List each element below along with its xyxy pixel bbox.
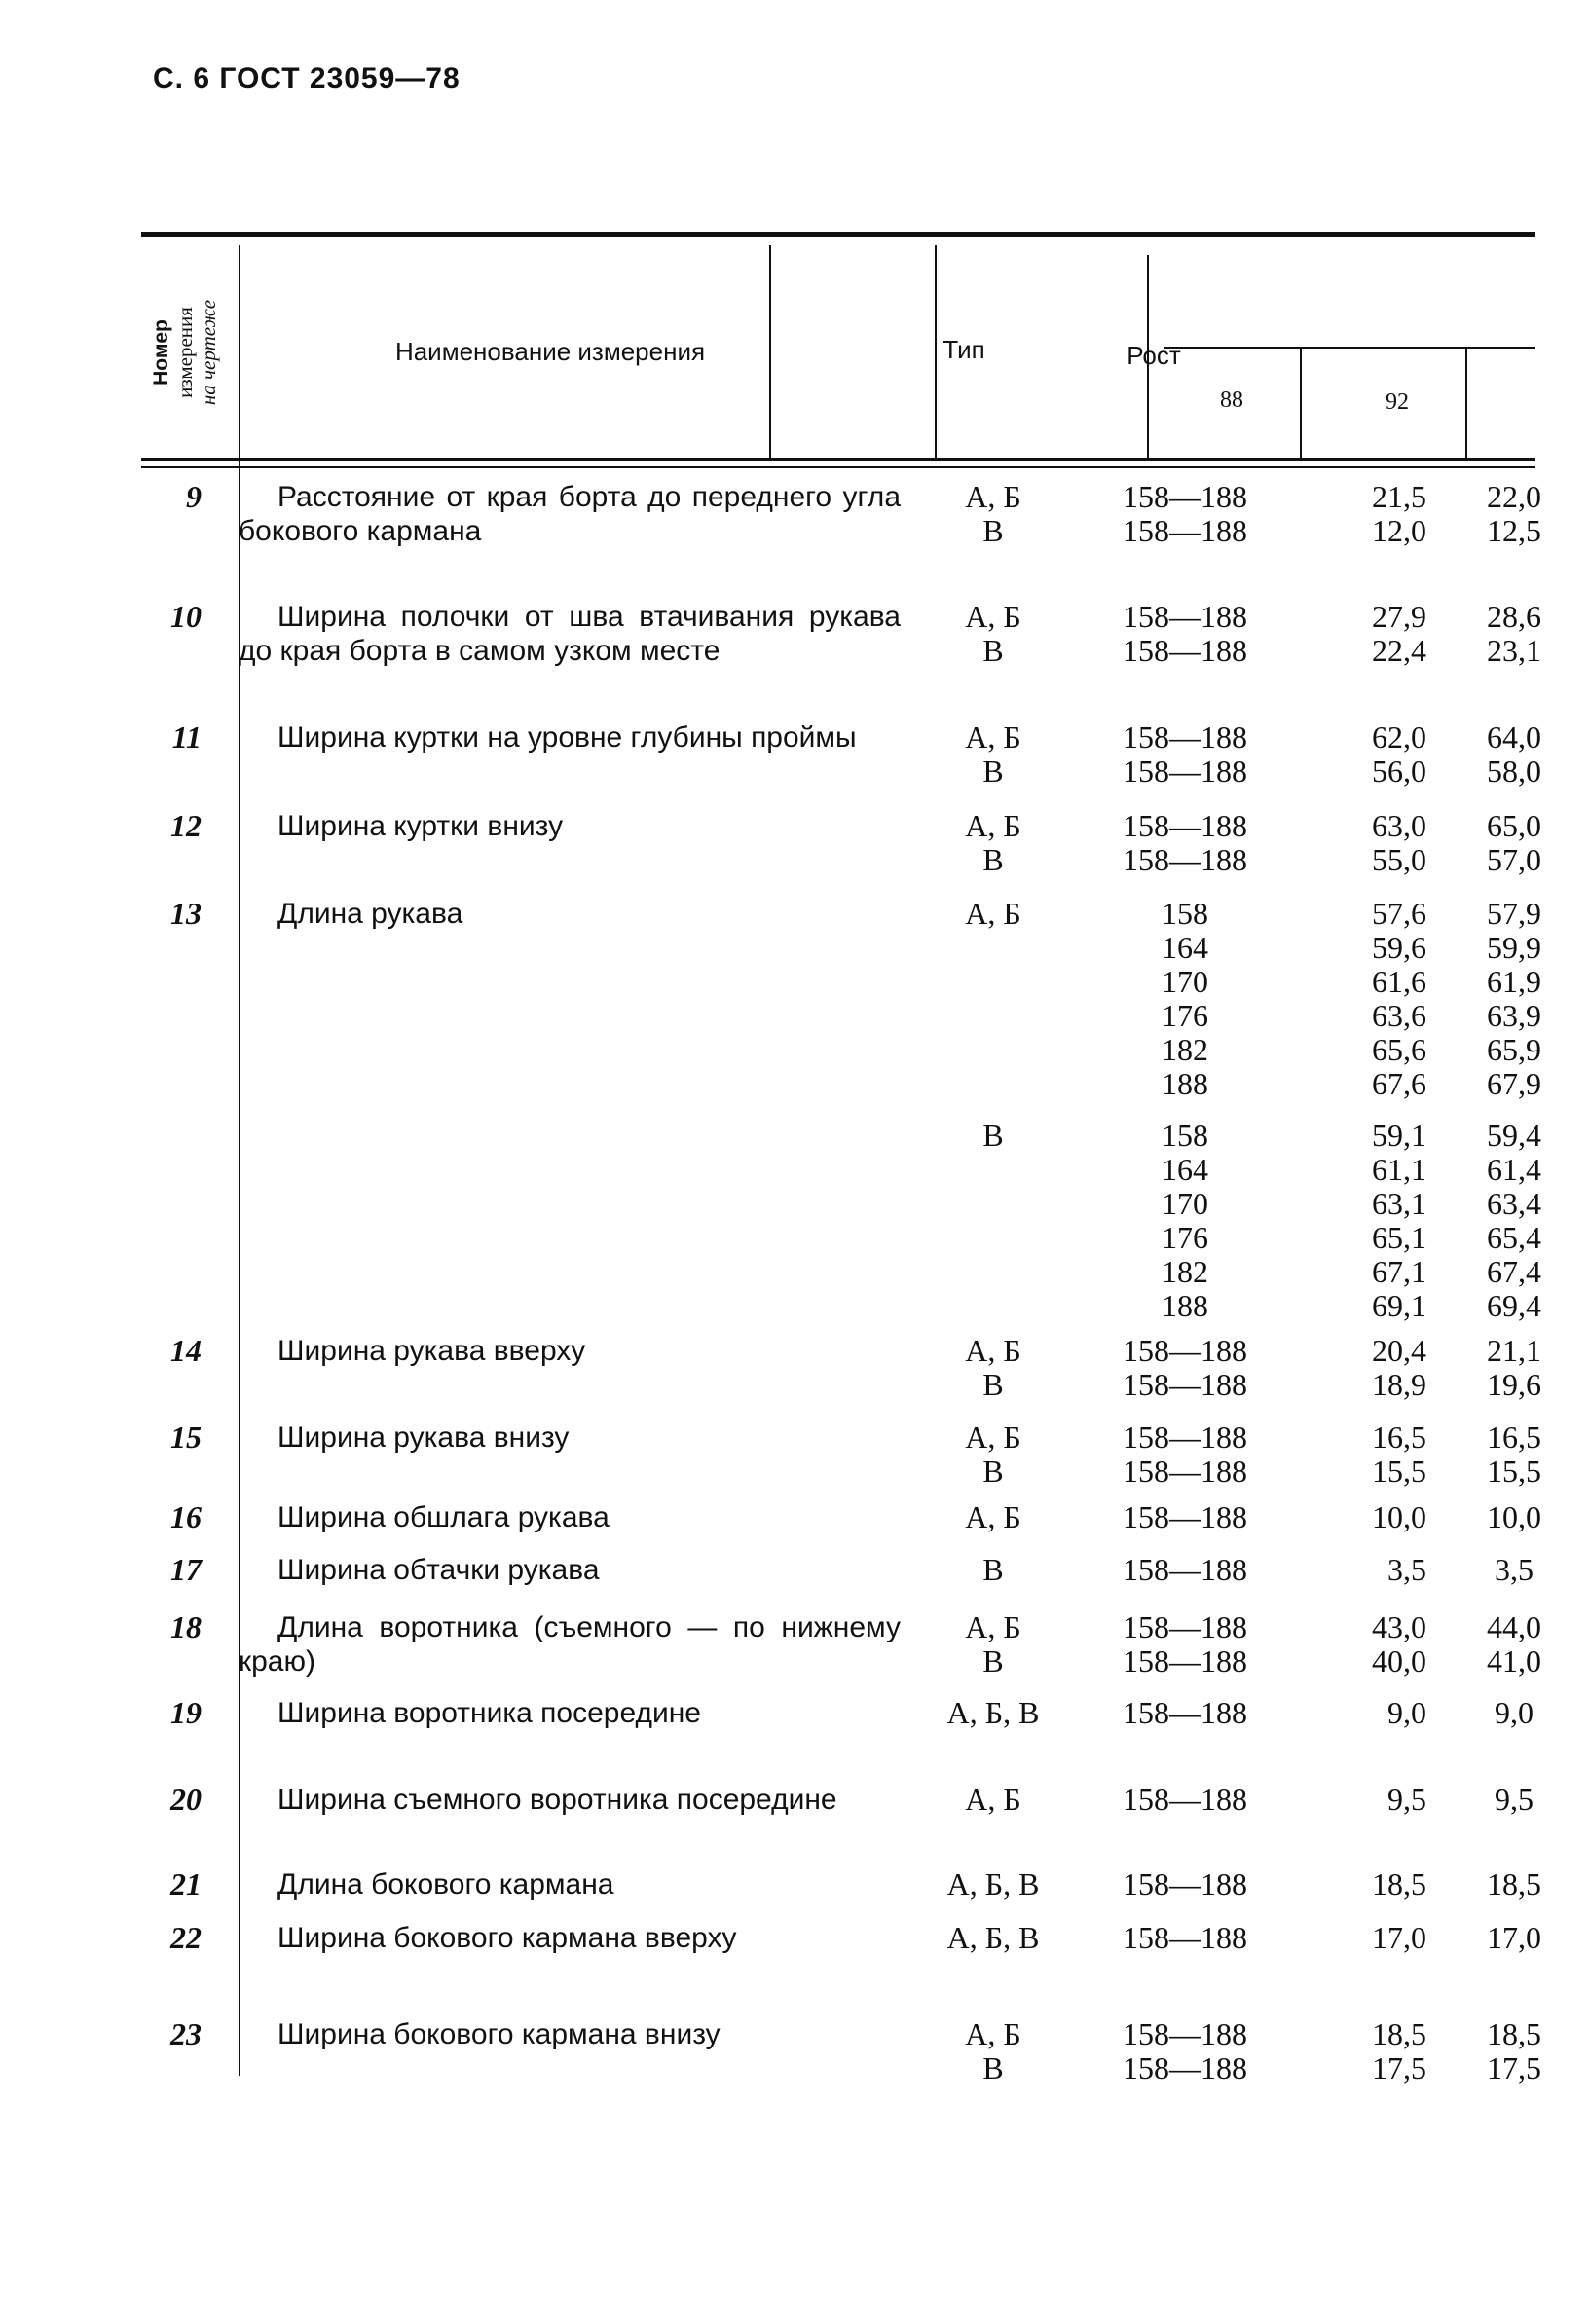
size-92-value: 17,5 [1487,2050,1541,2085]
type-value: А, Б [965,1499,1021,1534]
type-value: А, Б, В [946,1866,1040,1901]
size-92-value: 57,0 [1487,842,1541,877]
height-value: 176 [1162,998,1208,1033]
height-value: 158—188 [1123,1367,1247,1402]
header-bottom-rule [141,458,1535,461]
col-divider-name-header [769,245,771,458]
size-92-cell [1465,1500,1563,1534]
height-value: 158—188 [1123,599,1247,634]
height-cell [1078,897,1292,1323]
size-92-cell [1465,1921,1563,1955]
type-cell [920,1610,1066,1678]
height-value: 158—188 [1123,2016,1247,2051]
type-column-header: Тип [942,335,985,364]
height-cell [1078,1420,1292,1489]
size-88-value: 62,0 [1372,719,1426,755]
size-88-value: 9,0 [1387,1695,1426,1730]
size-92-value: 18,5 [1487,1866,1541,1901]
size-88-cell [1310,1783,1426,1817]
size-88-value: 57,6 [1372,896,1426,931]
size-88-value: 69,1 [1372,1288,1426,1323]
size-88-value: 17,5 [1372,2050,1426,2085]
size-88-value: 65,6 [1372,1032,1426,1067]
type-cell [920,1420,1066,1489]
type-value: В [982,513,1004,548]
type-value [920,1221,1066,1255]
height-cell [1078,1696,1292,1730]
type-cell [920,1696,1066,1730]
measurement-number: 18 [170,1609,202,1644]
height-value: 158—188 [1123,1454,1247,1489]
type-value: А, Б [965,1333,1021,1368]
size-92-value: 67,4 [1487,1254,1541,1289]
height-value: 182 [1162,1032,1208,1067]
size-92-value: 19,6 [1487,1367,1541,1402]
size-92-value: 41,0 [1487,1643,1541,1678]
type-cell [920,1867,1066,1901]
type-value [920,1033,1066,1067]
height-cell [1078,600,1292,668]
size-88-value: 61,1 [1372,1152,1426,1187]
size-92-value: 61,9 [1487,964,1541,999]
size-88-value: 15,5 [1372,1454,1426,1489]
type-cell [920,1334,1066,1402]
size-92-value: 3,5 [1495,1552,1534,1587]
size-92-value: 15,5 [1487,1454,1541,1489]
type-value: А, Б [965,896,1021,931]
size-92-value: 58,0 [1487,754,1541,789]
size-88-cell [1310,1921,1426,1955]
measurement-name: Ширина обшлага рукава [277,1501,610,1533]
col-divider-size2-header [1465,349,1467,458]
type-value [920,965,1066,999]
type-value: В [982,1367,1004,1402]
height-cell [1078,809,1292,877]
size-92-cell [1465,897,1563,1323]
size-92-cell [1465,1553,1563,1587]
type-value: В [982,842,1004,877]
size-88-value: 63,6 [1372,998,1426,1033]
size-88-value: 65,1 [1372,1220,1426,1255]
type-cell [920,1783,1066,1817]
size-88-value: 16,5 [1372,1420,1426,1455]
size-92-value: 59,9 [1487,930,1541,965]
size-88-value: 63,1 [1372,1186,1426,1221]
size-92-cell [1465,1783,1563,1817]
height-value: 164 [1162,930,1208,965]
type-value: В [982,1118,1004,1153]
header-bottom-rule-thin [141,466,1535,468]
size-88-value: 27,9 [1372,599,1426,634]
measurement-number: 16 [170,1499,202,1534]
type-value: А, Б [965,1420,1021,1455]
type-cell [920,1553,1066,1587]
height-cell [1078,1553,1292,1587]
size-92-cell [1465,600,1563,668]
measurement-number: 11 [171,719,202,755]
size-92-cell [1465,1696,1563,1730]
height-value: 158—188 [1123,1920,1247,1955]
size-92-value: 16,5 [1487,1420,1541,1455]
height-cell [1078,720,1292,789]
size-92-value: 69,4 [1487,1288,1541,1323]
height-value: 170 [1162,1186,1208,1221]
size-92-cell [1465,1610,1563,1678]
size-92-value: 28,6 [1487,599,1541,634]
size-88-value: 9,5 [1387,1782,1426,1817]
page-header: С. 6 ГОСТ 23059—78 [153,62,461,94]
size-88-value: 21,5 [1372,479,1426,514]
size-92-value: 61,4 [1487,1152,1541,1187]
size-92-cell [1465,1867,1563,1901]
height-value: 158—188 [1123,2050,1247,2085]
type-value: В [982,754,1004,789]
measurement-number: 15 [170,1420,202,1455]
height-value: 158—188 [1123,479,1247,514]
size-88-value: 3,5 [1387,1552,1426,1587]
size-88-value: 17,0 [1372,1920,1426,1955]
type-value: В [982,1643,1004,1678]
size-88-cell [1310,809,1426,877]
height-value: 158—188 [1123,808,1247,843]
size-92-value: 67,9 [1487,1066,1541,1101]
height-value: 158—188 [1123,1609,1247,1644]
measurement-name: Ширина рукава вверху [277,1335,586,1367]
type-value: В [982,2050,1004,2085]
size-88-cell [1310,1867,1426,1901]
size-88-value: 10,0 [1372,1499,1426,1534]
height-value: 158—188 [1123,1499,1247,1534]
size-88-cell [1310,1696,1426,1730]
height-value: 158—188 [1123,1643,1247,1678]
size-88-cell [1310,600,1426,668]
height-value: 158 [1162,896,1208,931]
measurement-number: 9 [186,479,202,514]
type-value: А, Б [965,479,1021,514]
measurement-number: 10 [170,599,202,634]
measurement-number: 21 [170,1866,202,1901]
height-value: 158—188 [1123,1333,1247,1368]
height-cell [1078,2017,1292,2085]
measurement-name: Ширина полочки от шва втачивания рукава до края борта в самом узком месте [239,601,901,667]
measurement-name: Ширина бокового кармана вверху [277,1922,737,1954]
height-value: 158—188 [1123,513,1247,548]
type-cell [920,2017,1066,2085]
type-value [920,1255,1066,1289]
size-92-value: 17,0 [1487,1920,1541,1955]
measurement-name: Длина рукава [277,898,463,930]
size-88-cell [1310,1420,1426,1489]
size-88-value: 67,1 [1372,1254,1426,1289]
size-88-value: 61,6 [1372,964,1426,999]
size-88-cell [1310,897,1426,1323]
height-column-header: Рост [1127,341,1181,370]
size-92-cell [1465,480,1563,548]
size-92-cell [1465,809,1563,877]
type-cell [920,480,1066,548]
type-value: А, Б [965,808,1021,843]
size-92-cell [1465,2017,1563,2085]
measurement-name: Длина воротника (съемного — по нижнему краю) [239,1611,901,1678]
size-88-value: 12,0 [1372,513,1426,548]
height-value: 158—188 [1123,1782,1247,1817]
height-value: 158 [1162,1118,1208,1153]
size-88-value: 43,0 [1372,1609,1426,1644]
type-cell [920,600,1066,668]
size-88-cell [1310,1334,1426,1402]
type-cell [920,720,1066,789]
size-88-value: 22,4 [1372,633,1426,668]
size-88-value: 18,5 [1372,2016,1426,2051]
height-cell [1078,1867,1292,1901]
height-value: 158—188 [1123,754,1247,789]
size-88-value: 18,5 [1372,1866,1426,1901]
type-cell [920,897,1066,1323]
size-92-value: 10,0 [1487,1499,1541,1534]
size-92-value: 44,0 [1487,1609,1541,1644]
type-value [920,1067,1066,1101]
height-value: 158—188 [1123,719,1247,755]
size-88-value: 63,0 [1372,808,1426,843]
type-value: В [982,1552,1004,1587]
type-value: А, Б, В [946,1695,1040,1730]
size-88-value: 40,0 [1372,1643,1426,1678]
size-92-value: 9,5 [1495,1782,1534,1817]
name-column-header: Наименование измерения [394,337,706,366]
measurement-name: Ширина бокового кармана внизу [277,2018,721,2050]
size-88-value: 59,1 [1372,1118,1426,1153]
height-value: 170 [1162,964,1208,999]
type-cell [920,1500,1066,1534]
type-value: В [982,633,1004,668]
size-92-value: 63,4 [1487,1186,1541,1221]
measurement-number: 23 [170,2016,202,2051]
type-value: А, Б, В [946,1920,1040,1955]
height-value: 158—188 [1123,1695,1247,1730]
number-header-line2: измерения [173,307,197,398]
measurement-name: Ширина съемного воротника посередине [277,1784,837,1816]
measurement-number: 17 [170,1552,202,1587]
number-header-line1: Номер [150,319,172,386]
size-92-value: 63,9 [1487,998,1541,1033]
size-88-cell [1310,1500,1426,1534]
size-92-cell [1465,720,1563,789]
size-92-value: 65,4 [1487,1220,1541,1255]
size-92-value: 64,0 [1487,719,1541,755]
measurement-name: Ширина воротника посередине [277,1697,701,1729]
height-cell [1078,1783,1292,1817]
measurement-name: Ширина обтачки рукава [277,1554,600,1586]
height-value: 164 [1162,1152,1208,1187]
size-88-cell [1310,1553,1426,1587]
height-cell [1078,1610,1292,1678]
type-value [920,1153,1066,1187]
height-cell [1078,1500,1292,1534]
number-column-header [143,255,227,450]
height-value: 158—188 [1123,842,1247,877]
height-cell [1078,1334,1292,1402]
type-value: А, Б [965,1609,1021,1644]
type-value: А, Б [965,1782,1021,1817]
size-88-cell [1310,2017,1426,2085]
type-value: В [982,1454,1004,1489]
size-92-value: 21,1 [1487,1333,1541,1368]
measurement-name: Расстояние от края борта до переднего угла бокового кармана [239,481,901,547]
size-88-cell [1310,1610,1426,1678]
measurement-name: Ширина куртки внизу [277,810,564,842]
size-92-value: 59,4 [1487,1118,1541,1153]
type-cell [920,809,1066,877]
measurement-name: Ширина куртки на уровне глубины проймы [277,721,857,754]
size-88-cell [1310,720,1426,789]
size-92-cell [1465,1334,1563,1402]
measurement-number: 19 [170,1695,202,1730]
size-88-value: 59,6 [1372,930,1426,965]
size-92-value: 22,0 [1487,479,1541,514]
type-value: А, Б [965,599,1021,634]
height-value: 158—188 [1123,1866,1247,1901]
measurement-name: Длина бокового кармана [277,1868,614,1900]
measurement-number: 13 [170,896,202,931]
size-92-value: 12,5 [1487,513,1541,548]
height-value: 158—188 [1123,1420,1247,1455]
number-header-line3: на чертеже [197,299,220,406]
size-92-value: 9,0 [1495,1695,1534,1730]
type-value [920,931,1066,965]
measurement-number: 20 [170,1782,202,1817]
size-92-cell [1465,1420,1563,1489]
size-88-value: 55,0 [1372,842,1426,877]
size-88-value: 20,4 [1372,1333,1426,1368]
type-value: А, Б [965,719,1021,755]
height-value: 158—188 [1123,633,1247,668]
size-88-cell [1310,480,1426,548]
height-cell [1078,480,1292,548]
size-92-value: 65,0 [1487,808,1541,843]
size-88-value: 67,6 [1372,1066,1426,1101]
height-value: 176 [1162,1220,1208,1255]
measurement-number: 14 [170,1333,202,1368]
size-92-value: 65,9 [1487,1032,1541,1067]
type-value: А, Б [965,2016,1021,2051]
height-value: 158—188 [1123,1552,1247,1587]
size-92-value: 57,9 [1487,896,1541,931]
size-92-header: 92 [1386,389,1409,415]
size-88-value: 56,0 [1372,754,1426,789]
type-value [920,999,1066,1033]
measurement-number: 22 [170,1920,202,1955]
height-value: 188 [1162,1288,1208,1323]
table-top-rule [141,232,1535,237]
height-value: 188 [1162,1066,1208,1101]
type-value [920,1187,1066,1221]
col-divider-size-header [1300,349,1302,458]
measurement-number: 12 [170,808,202,843]
size-88-value: 18,9 [1372,1367,1426,1402]
type-value [920,1289,1066,1323]
size-92-value: 23,1 [1487,633,1541,668]
size-92-value: 18,5 [1487,2016,1541,2051]
measurement-name: Ширина рукава внизу [277,1421,570,1454]
height-cell [1078,1921,1292,1955]
height-value: 182 [1162,1254,1208,1289]
type-cell [920,1921,1066,1955]
size-88-header: 88 [1220,387,1243,413]
